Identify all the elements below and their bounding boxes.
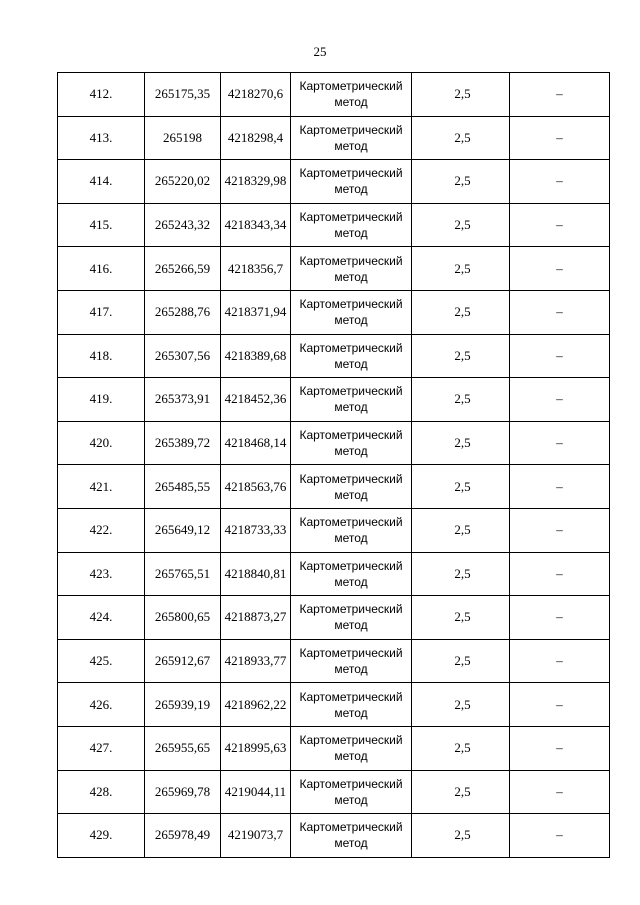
y-coordinate-cell [221,639,291,683]
description-cell-text: – [556,304,563,320]
y-coordinate-cell-text: 4218452,36 [224,391,287,407]
y-coordinate-cell [221,203,291,247]
y-coordinate-cell [221,683,291,727]
description-cell [510,421,610,465]
point-number-cell-text: 422. [89,522,113,538]
table-row [58,247,610,291]
point-number-cell [58,683,145,727]
x-coordinate-cell [145,596,221,640]
description-cell-text: – [556,173,563,189]
method-cell [291,116,412,160]
method-cell [291,73,412,117]
description-cell [510,465,610,509]
point-number-cell [58,596,145,640]
y-coordinate-cell [221,508,291,552]
y-coordinate-cell [221,73,291,117]
point-number-cell-text: 429. [89,827,113,843]
method-cell-text: Картометрический метод [299,253,403,284]
method-cell [291,508,412,552]
y-coordinate-cell [221,334,291,378]
x-coordinate-cell-text: 265955,65 [154,740,211,756]
accuracy-cell [412,726,510,770]
method-cell-text: Картометрический метод [299,471,403,502]
x-coordinate-cell-text: 265912,67 [154,653,211,669]
y-coordinate-cell [221,726,291,770]
y-coordinate-cell [221,596,291,640]
x-coordinate-cell-text: 265969,78 [154,783,211,799]
method-cell-text: Картометрический метод [299,297,403,328]
method-cell-text: Картометрический метод [299,820,403,851]
x-coordinate-cell [145,290,221,334]
method-cell [291,552,412,596]
accuracy-cell-text: 2,5 [454,565,471,581]
y-coordinate-cell-text: 4218371,94 [224,304,287,320]
x-coordinate-cell-text: 265939,19 [154,696,211,712]
description-cell [510,770,610,814]
table-row [58,203,610,247]
description-cell [510,552,610,596]
method-cell-text: Картометрический метод [299,515,403,546]
x-coordinate-cell-text: 265649,12 [154,522,211,538]
point-number-cell-text: 419. [89,391,113,407]
method-cell [291,160,412,204]
description-cell [510,334,610,378]
accuracy-cell-text: 2,5 [454,260,471,276]
y-coordinate-cell-text: 4218995,63 [224,740,287,756]
description-cell-text: – [556,740,563,756]
point-number-cell [58,334,145,378]
x-coordinate-cell-text: 265198 [163,129,202,145]
table-row [58,290,610,334]
x-coordinate-cell [145,508,221,552]
accuracy-cell-text: 2,5 [454,740,471,756]
accuracy-cell-text: 2,5 [454,391,471,407]
method-cell [291,247,412,291]
x-coordinate-cell-text: 265288,76 [154,304,211,320]
accuracy-cell-text: 2,5 [454,86,471,102]
point-number-cell-text: 414. [89,173,113,189]
table-row [58,683,610,727]
accuracy-cell [412,73,510,117]
description-cell-text: – [556,86,563,102]
method-cell-text: Картометрический метод [299,558,403,589]
point-number-cell-text: 423. [89,565,113,581]
method-cell-text: Картометрический метод [299,733,403,764]
accuracy-cell-text: 2,5 [454,129,471,145]
point-number-cell-text: 421. [89,478,113,494]
table-row [58,334,610,378]
y-coordinate-cell [221,814,291,858]
description-cell [510,247,610,291]
y-coordinate-cell-text: 4218298,4 [227,129,284,145]
x-coordinate-cell-text: 265978,49 [154,827,211,843]
x-coordinate-cell-text: 265175,35 [154,86,211,102]
description-cell [510,596,610,640]
table-row [58,596,610,640]
point-number-cell-text: 420. [89,435,113,451]
description-cell [510,116,610,160]
method-cell [291,814,412,858]
accuracy-cell [412,508,510,552]
x-coordinate-cell [145,465,221,509]
description-cell-text: – [556,783,563,799]
method-cell [291,465,412,509]
y-coordinate-cell [221,421,291,465]
table-row [58,814,610,858]
x-coordinate-cell-text: 265243,32 [154,217,211,233]
point-number-cell-text: 416. [89,260,113,276]
table-row [58,116,610,160]
point-number-cell-text: 418. [89,347,113,363]
accuracy-cell-text: 2,5 [454,783,471,799]
accuracy-cell-text: 2,5 [454,304,471,320]
y-coordinate-cell [221,290,291,334]
x-coordinate-cell [145,552,221,596]
method-cell [291,770,412,814]
accuracy-cell [412,596,510,640]
description-cell-text: – [556,609,563,625]
accuracy-cell [412,203,510,247]
method-cell-text: Картометрический метод [299,776,403,807]
description-cell [510,160,610,204]
method-cell-text: Картометрический метод [299,79,403,110]
point-number-cell-text: 428. [89,783,113,799]
accuracy-cell [412,465,510,509]
point-number-cell [58,378,145,422]
description-cell [510,203,610,247]
point-number-cell-text: 412. [89,86,113,102]
y-coordinate-cell-text: 4218329,98 [224,173,287,189]
point-number-cell [58,73,145,117]
method-cell [291,290,412,334]
y-coordinate-cell [221,465,291,509]
description-cell-text: – [556,565,563,581]
x-coordinate-cell-text: 265307,56 [154,347,211,363]
method-cell [291,334,412,378]
y-coordinate-cell [221,160,291,204]
x-coordinate-cell-text: 265389,72 [154,435,211,451]
x-coordinate-cell-text: 265765,51 [154,565,211,581]
table-row [58,552,610,596]
method-cell-text: Картометрический метод [299,689,403,720]
accuracy-cell [412,334,510,378]
table-row [58,378,610,422]
accuracy-cell [412,247,510,291]
description-cell-text: – [556,391,563,407]
accuracy-cell [412,683,510,727]
point-number-cell [58,552,145,596]
point-number-cell-text: 426. [89,696,113,712]
point-number-cell-text: 413. [89,129,113,145]
y-coordinate-cell-text: 4218962,22 [224,696,287,712]
point-number-cell-text: 417. [89,304,113,320]
method-cell [291,378,412,422]
coordinates-table-body [58,73,610,858]
point-number-cell-text: 415. [89,217,113,233]
method-cell [291,596,412,640]
point-number-cell [58,508,145,552]
accuracy-cell-text: 2,5 [454,827,471,843]
y-coordinate-cell [221,116,291,160]
point-number-cell [58,247,145,291]
method-cell [291,726,412,770]
accuracy-cell-text: 2,5 [454,653,471,669]
accuracy-cell [412,552,510,596]
accuracy-cell [412,378,510,422]
x-coordinate-cell [145,639,221,683]
accuracy-cell [412,639,510,683]
x-coordinate-cell [145,203,221,247]
method-cell-text: Картометрический метод [299,210,403,241]
point-number-cell [58,465,145,509]
y-coordinate-cell [221,552,291,596]
table-row [58,421,610,465]
table-row [58,73,610,117]
description-cell-text: – [556,217,563,233]
y-coordinate-cell-text: 4218356,7 [227,260,284,276]
x-coordinate-cell [145,73,221,117]
x-coordinate-cell [145,726,221,770]
description-cell-text: – [556,522,563,538]
y-coordinate-cell-text: 4219044,11 [224,783,287,799]
description-cell-text: – [556,478,563,494]
y-coordinate-cell [221,770,291,814]
description-cell [510,814,610,858]
x-coordinate-cell [145,814,221,858]
y-coordinate-cell-text: 4218563,76 [224,478,287,494]
y-coordinate-cell-text: 4218840,81 [224,565,287,581]
x-coordinate-cell-text: 265485,55 [154,478,211,494]
method-cell [291,203,412,247]
x-coordinate-cell [145,334,221,378]
description-cell-text: – [556,696,563,712]
description-cell [510,378,610,422]
x-coordinate-cell-text: 265266,59 [154,260,211,276]
x-coordinate-cell [145,116,221,160]
y-coordinate-cell-text: 4218873,27 [224,609,287,625]
accuracy-cell-text: 2,5 [454,478,471,494]
method-cell-text: Картометрический метод [299,122,403,153]
accuracy-cell [412,116,510,160]
x-coordinate-cell [145,247,221,291]
y-coordinate-cell [221,378,291,422]
table-row [58,639,610,683]
y-coordinate-cell-text: 4218270,6 [227,86,284,102]
x-coordinate-cell [145,770,221,814]
table-row [58,508,610,552]
table-row [58,465,610,509]
point-number-cell [58,814,145,858]
method-cell-text: Картометрический метод [299,384,403,415]
coordinates-table [57,72,610,858]
x-coordinate-cell [145,683,221,727]
x-coordinate-cell [145,160,221,204]
description-cell [510,508,610,552]
accuracy-cell-text: 2,5 [454,522,471,538]
y-coordinate-cell [221,247,291,291]
description-cell-text: – [556,435,563,451]
page-number: 25 [313,44,327,59]
point-number-cell-text: 424. [89,609,113,625]
point-number-cell [58,726,145,770]
table-row [58,770,610,814]
description-cell-text: – [556,129,563,145]
point-number-cell [58,770,145,814]
point-number-cell [58,639,145,683]
description-cell [510,683,610,727]
point-number-cell-text: 425. [89,653,113,669]
y-coordinate-cell-text: 4218468,14 [224,435,287,451]
accuracy-cell-text: 2,5 [454,609,471,625]
method-cell-text: Картометрический метод [299,646,403,677]
y-coordinate-cell-text: 4218343,34 [224,217,287,233]
description-cell-text: – [556,347,563,363]
method-cell [291,639,412,683]
accuracy-cell-text: 2,5 [454,217,471,233]
accuracy-cell-text: 2,5 [454,435,471,451]
method-cell-text: Картометрический метод [299,166,403,197]
x-coordinate-cell-text: 265373,91 [154,391,211,407]
table-row [58,160,610,204]
description-cell [510,726,610,770]
accuracy-cell [412,290,510,334]
y-coordinate-cell-text: 4218733,33 [224,522,287,538]
accuracy-cell-text: 2,5 [454,173,471,189]
method-cell [291,683,412,727]
method-cell [291,421,412,465]
method-cell-text: Картометрический метод [299,428,403,459]
description-cell [510,290,610,334]
accuracy-cell [412,814,510,858]
method-cell-text: Картометрический метод [299,602,403,633]
point-number-cell [58,421,145,465]
table-row [58,726,610,770]
x-coordinate-cell [145,378,221,422]
accuracy-cell-text: 2,5 [454,696,471,712]
description-cell-text: – [556,827,563,843]
x-coordinate-cell [145,421,221,465]
x-coordinate-cell-text: 265800,65 [154,609,211,625]
x-coordinate-cell-text: 265220,02 [154,173,211,189]
description-cell [510,73,610,117]
point-number-cell [58,203,145,247]
point-number-cell [58,290,145,334]
y-coordinate-cell-text: 4219073,7 [227,827,284,843]
description-cell-text: – [556,260,563,276]
y-coordinate-cell-text: 4218933,77 [224,653,287,669]
point-number-cell [58,116,145,160]
accuracy-cell [412,770,510,814]
description-cell [510,639,610,683]
method-cell-text: Картометрический метод [299,340,403,371]
y-coordinate-cell-text: 4218389,68 [224,347,287,363]
accuracy-cell [412,421,510,465]
accuracy-cell [412,160,510,204]
description-cell-text: – [556,653,563,669]
accuracy-cell-text: 2,5 [454,347,471,363]
point-number-cell-text: 427. [89,740,113,756]
point-number-cell [58,160,145,204]
